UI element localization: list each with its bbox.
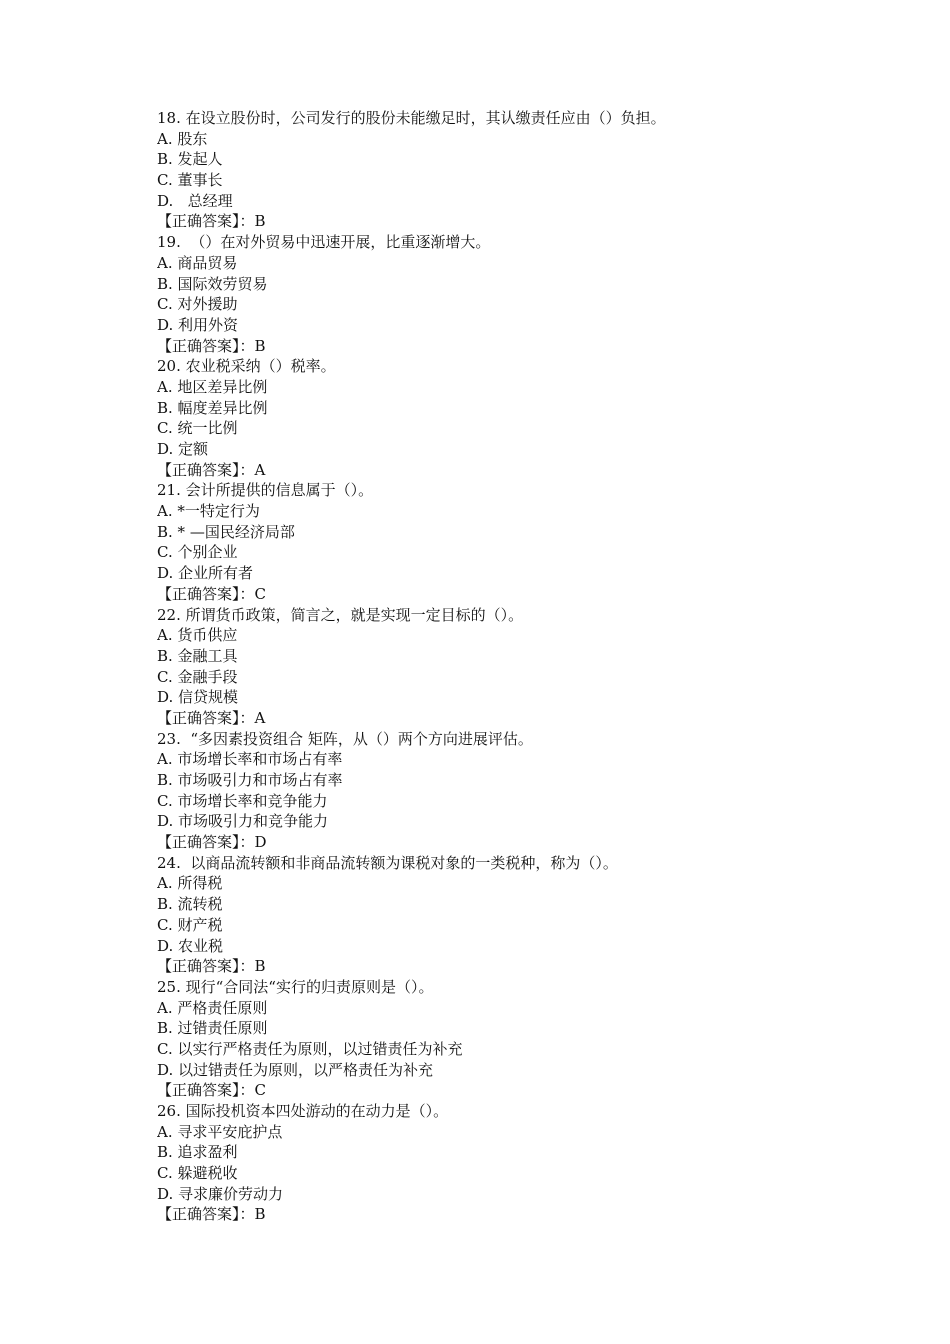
correct-answer: 【正确答案】：B [157, 336, 266, 355]
option-text: B. * —国民经济局部 [157, 522, 295, 541]
correct-answer: 【正确答案】：B [157, 212, 266, 231]
option-text: D. 利用外资 [157, 315, 239, 334]
option-text: D. 寻求廉价劳动力 [157, 1184, 284, 1203]
option-text: A. 商品贸易 [157, 253, 238, 272]
option-text: C. 躲避税收 [157, 1164, 238, 1183]
option-text: A. 所得税 [157, 874, 223, 893]
question-text: 20. 农业税采纳（）税率。 [157, 357, 336, 376]
correct-answer: 【正确答案】：B [157, 957, 266, 976]
option-text: B. 市场吸引力和市场占有率 [157, 771, 343, 789]
option-text: A. 寻求平安庇护点 [157, 1122, 283, 1141]
question-text: 23. “多因素投资组合 矩阵，从（）两个方向进展评估。 [157, 729, 533, 748]
option-text: C. 以实行严格责任为原则，以过错责任为补充 [157, 1039, 463, 1058]
question-text: 22. 所谓货币政策，简言之，就是实现一定目标的（）。 [157, 605, 524, 624]
option-text: D. 定额 [157, 440, 209, 458]
option-text: B. 金融工具 [157, 646, 238, 665]
question-text: 26. 国际投机资本四处游动的在动力是（）。 [157, 1102, 449, 1120]
option-text: D. 以过错责任为原则，以严格责任为补充 [157, 1060, 434, 1079]
option-text: D. 农业税 [157, 936, 224, 955]
option-text: A. 市场增长率和市场占有率 [157, 750, 343, 769]
option-text: D. 市场吸引力和竞争能力 [157, 812, 329, 831]
option-text: A. 地区差异比例 [157, 377, 268, 396]
option-text: A. 严格责任原则 [157, 998, 268, 1017]
question-block [157, 853, 837, 977]
question-text: 21. 会计所提供的信息属于（）。 [157, 481, 374, 500]
correct-answer: 【正确答案】：C [157, 1081, 266, 1100]
correct-answer: 【正确答案】：D [157, 833, 267, 852]
option-text: C. 市场增长率和竞争能力 [157, 791, 328, 810]
question-block [157, 977, 837, 1101]
question-text: 19. （）在对外贸易中迅速开展，比重逐渐增大。 [157, 233, 491, 252]
option-text: A. 货币供应 [157, 626, 238, 645]
option-text: B. 过错责任原则 [157, 1019, 268, 1038]
question-block [157, 1101, 837, 1225]
question-block [157, 356, 837, 480]
question-block [157, 232, 837, 356]
question-block [157, 605, 837, 729]
option-text: D. 总经理 [157, 191, 233, 210]
option-text: B. 流转税 [157, 895, 223, 914]
question-text: 25. 现行“合同法“实行的归责原则是（）。 [157, 977, 434, 996]
question-block [157, 729, 837, 853]
correct-answer: 【正确答案】：A [157, 708, 266, 727]
option-text: C. 统一比例 [157, 419, 238, 438]
option-text: C. 财产税 [157, 915, 223, 934]
option-text: B. 发起人 [157, 150, 223, 169]
option-text: B. 国际效劳贸易 [157, 274, 268, 293]
option-text: C. 董事长 [157, 171, 223, 190]
correct-answer: 【正确答案】：C [157, 584, 266, 603]
option-text: A. 股东 [157, 129, 208, 148]
question-list [157, 108, 837, 1225]
option-text: D. 企业所有者 [157, 564, 254, 583]
option-text: C. 金融手段 [157, 667, 238, 686]
correct-answer: 【正确答案】：B [157, 1205, 266, 1224]
question-text: 18. 在设立股份时，公司发行的股份未能缴足时，其认缴责任应由（）负担。 [157, 109, 666, 127]
correct-answer: 【正确答案】：A [157, 460, 266, 479]
question-text: 24. 以商品流转额和非商品流转额为课税对象的一类税种，称为（）。 [157, 853, 618, 872]
option-text: C. 对外援助 [157, 295, 238, 314]
option-text: B. 追求盈利 [157, 1143, 238, 1162]
option-text: A. *一特定行为 [157, 502, 260, 521]
question-block [157, 108, 837, 232]
option-text: B. 幅度差异比例 [157, 398, 268, 417]
option-text: D. 信贷规模 [157, 688, 239, 707]
option-text: C. 个别企业 [157, 543, 238, 562]
question-block [157, 480, 837, 604]
